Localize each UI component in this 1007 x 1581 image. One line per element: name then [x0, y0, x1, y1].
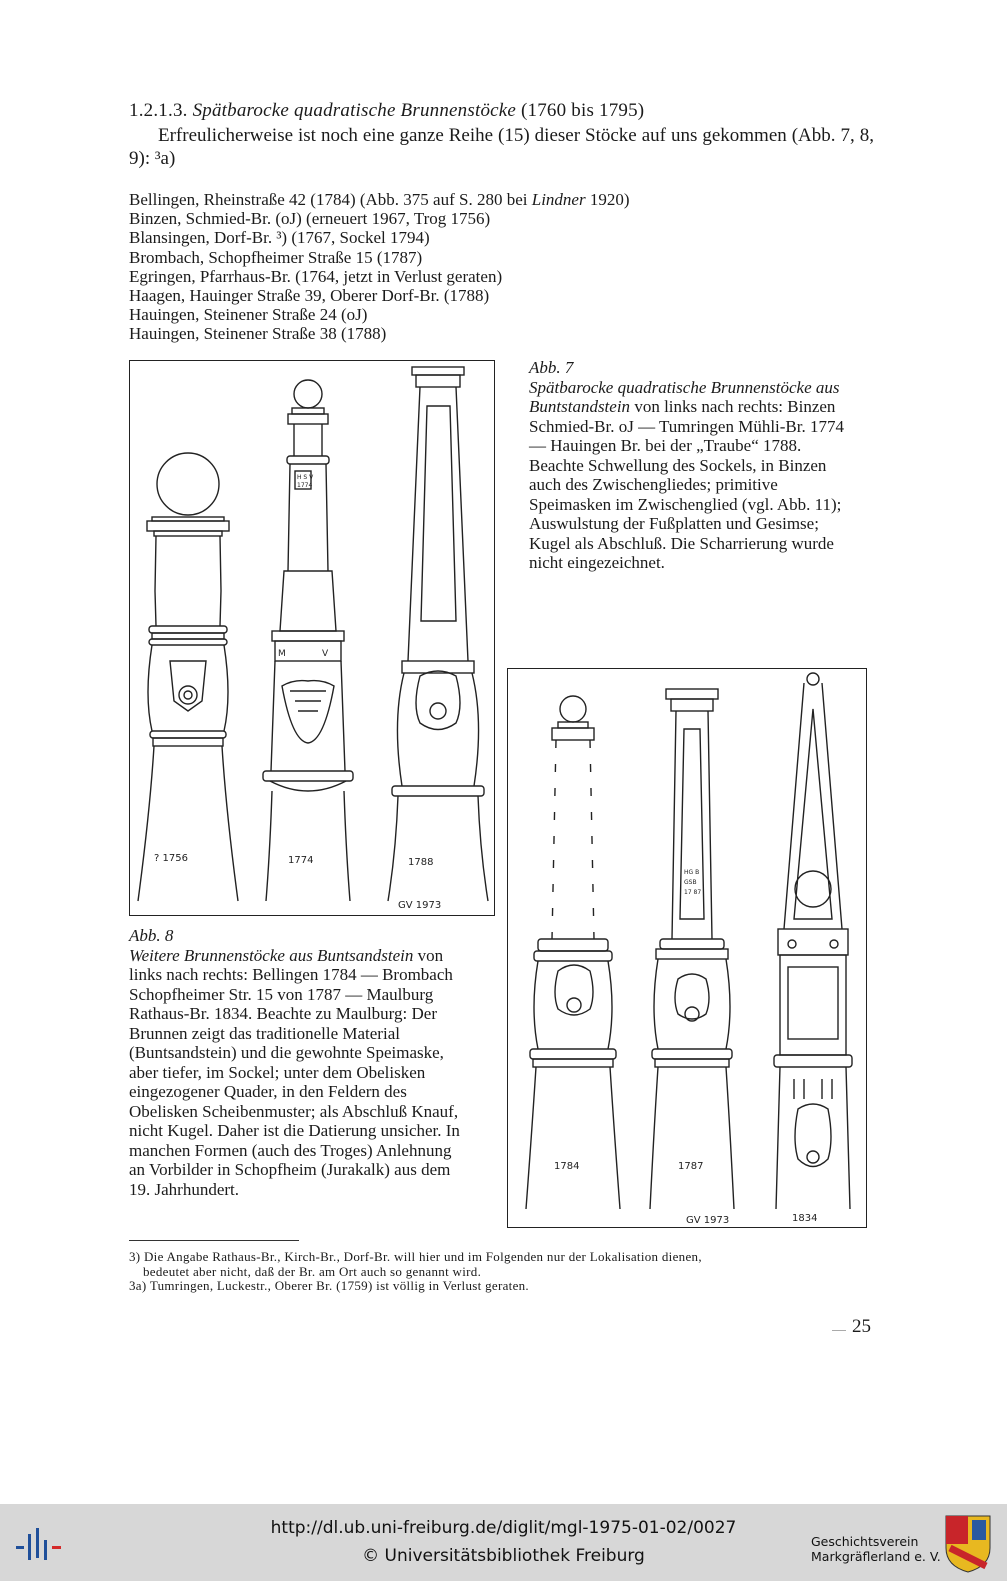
- fig7-signature: GV 1973: [398, 900, 442, 911]
- svg-text:M: M: [278, 649, 286, 659]
- page-number-mark: [832, 1330, 846, 1331]
- svg-text:V: V: [322, 649, 329, 659]
- list-item: Hauingen, Steinener Straße 24 (oJ): [129, 305, 368, 325]
- footnote-3: 3) Die Angabe Rathaus-Br., Kirch-Br., Dorf-Br. will hier und im Folgenden nur der Lokalisation dienen,: [129, 1249, 702, 1264]
- figure-8-drawing: [507, 668, 867, 1228]
- fountain-brombach: [650, 689, 734, 1209]
- fountain-list: [129, 190, 630, 344]
- fig8-label-2: 1787: [678, 1161, 704, 1172]
- footnotes: [129, 1250, 874, 1294]
- caption-body: von links nach rechts: Binzen Schmied-Br. oJ — Tumringen Mühli-Br. 1774 — Hauingen Br. bei der „Traube“ 1788. Beachte Schwellung des Sockels, in Binzen auch des Zwischengliedes; primitive Speimasken im Zwischenglied (vgl. Abb. 11); Auswulstung der Fußplatten und Gesimse; Kugel als Abschluß. Die Scharrierung wurde nicht eingezeichnet.: [529, 397, 844, 572]
- society-name: Geschichtsverein Markgräflerland e. V.: [811, 1534, 941, 1564]
- caption-fig8: [129, 926, 467, 1199]
- section-title: Spätbarocke quadratische Brunnenstöcke: [192, 100, 517, 121]
- list-item: Blansingen, Dorf-Br. ³) (1767, Sockel 1794): [129, 228, 430, 248]
- permalink-url[interactable]: http://dl.ub.uni-freiburg.de/diglit/mgl-1975-01-02/0027: [270, 1518, 737, 1538]
- fig8-label-3: 1834: [792, 1213, 818, 1224]
- coat-of-arms-icon: [944, 1514, 992, 1574]
- section-number: 1.2.1.3.: [129, 100, 188, 121]
- fig7-label-1: ? 1756: [154, 853, 188, 864]
- caption-title: Spätbarocke quadratische Brunnenstöcke aus Buntstandstein: [529, 377, 840, 416]
- list-item: Hauingen, Steinener Straße 38 (1788): [129, 324, 387, 344]
- svg-text:1774: 1774: [297, 482, 313, 489]
- list-item: Egringen, Pfarrhaus-Br. (1764, jetzt in Verlust geraten): [129, 266, 503, 286]
- fountain-maulburg: [774, 673, 852, 1209]
- section-period: (1760 bis 1795): [521, 100, 645, 121]
- caption-label: Abb. 8: [129, 926, 174, 945]
- figure-7-drawing: [129, 360, 495, 916]
- svg-text:GSB: GSB: [684, 879, 697, 886]
- page-number: 25: [852, 1316, 871, 1337]
- fountain-tumringen: [263, 380, 353, 901]
- inscription-text: HG B: [684, 869, 700, 876]
- caption-body: von links nach rechts: Bellingen 1784 — Brombach Schopfheimer Str. 15 von 1787 — Maulburg Rathaus-Br. 1834. Beachte zu Maulburg: Der Brunnen zeigt das traditionelle Material (Buntsandstein) und die gewohnte Speimaske, aber tiefer, im Sockel; unter dem Obelisken eingezogener Quader, in den Feldern des Obelisken Scheibenmuster; als Abschluß Knauf, nicht Kugel. Daher ist die Datierung unsicher. In manchen Formen (auch des Troges) Anlehnung an Vorbilder in Schopfheim (Jurakalk) aus dem 19. Jahrhundert.: [129, 945, 460, 1199]
- caption-title: Weitere Brunnenstöcke aus Buntsandstein: [129, 945, 414, 965]
- list-item: Haagen, Hauinger Straße 39, Oberer Dorf-Br. (1788): [129, 286, 490, 306]
- list-item: Brombach, Schopfheimer Straße 15 (1787): [129, 247, 423, 267]
- fig8-signature: GV 1973: [686, 1215, 730, 1226]
- viewer-footer: [0, 1504, 1007, 1581]
- copyright-notice: © Universitätsbibliothek Freiburg: [362, 1546, 645, 1566]
- fountain-hauingen: [388, 367, 488, 901]
- svg-text:17 87: 17 87: [684, 889, 702, 896]
- fountain-drawings-fig8: [508, 669, 868, 1229]
- footnote-3-continued: bedeutet aber nicht, daß der Br. am Ort auch so genannt wird.: [143, 1263, 482, 1279]
- footnote-3a: 3a) Tumringen, Luckestr., Oberer Br. (1759) ist völlig in Verlust geraten.: [129, 1278, 529, 1293]
- inscription-text: H S V: [297, 474, 314, 481]
- list-item: Bellingen, Rheinstraße 42 (1784) (Abb. 375 auf S. 280 bei Lindner 1920): [129, 190, 630, 209]
- footnote-divider: [129, 1240, 299, 1241]
- fig7-label-3: 1788: [408, 857, 434, 868]
- fountain-drawings-fig7: [130, 361, 496, 917]
- fig7-label-2: 1774: [288, 855, 314, 866]
- fountain-bellingen: [526, 696, 620, 1209]
- list-item: Binzen, Schmied-Br. (oJ) (erneuert 1967, Trog 1756): [129, 209, 491, 229]
- caption-label: Abb. 7: [529, 358, 574, 377]
- fountain-binzen: [138, 453, 238, 901]
- intro-paragraph: Erfreulicherweise ist noch eine ganze Reihe (15) dieser Stöcke auf uns gekommen (Abb. 7, 8, 9): ³a): [129, 125, 874, 169]
- caption-fig7: [529, 358, 857, 573]
- fig8-label-1: 1784: [554, 1161, 580, 1172]
- section-heading: [129, 100, 644, 122]
